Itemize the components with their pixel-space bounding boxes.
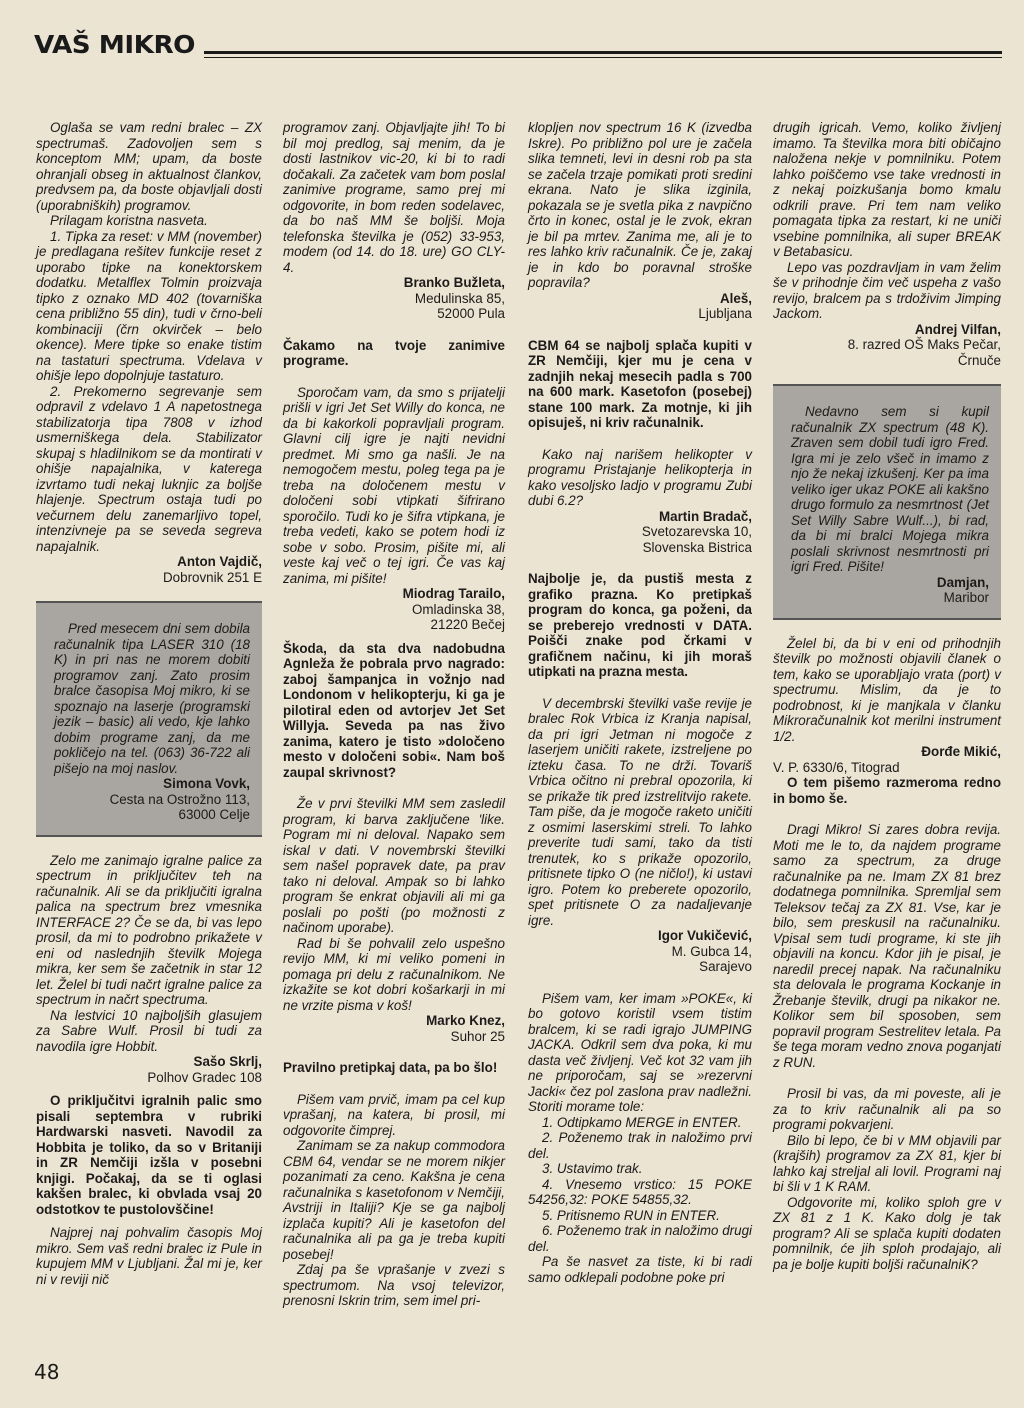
letter-signature: Branko Bužleta,	[403, 275, 505, 290]
step-item: Pa še nasvet za tiste, ki bi radi samo odklepali podobne poke pri	[528, 1254, 752, 1285]
editor-answer: O tem pišemo razmeroma redno in bomo še.	[773, 775, 1001, 806]
letter-paragraph: 2. Prekomerno segrevanje sem odpravil z vdelavo 1 A napetostnega stabilizatorja tipa 7808 v izhod usmerniškega dela. Stabilizator skupaj s hladilnikom se da montirati v ohišje napajalnika, v katerega izvrtamo tudi nekaj luknjic za boljše hlajenje. Spectrum ostaja tudi po večurnem delu zanemarljivo topel, intenzivneje pa se seveda segreva napajalnik.	[36, 383, 262, 554]
letter-paragraph: programov zanj. Objavljajte jih! To bi bil moj predlog, saj menim, da je dosti lastnikov vic-20, ki bi to radi dočakali. Za začetek vam bom poslal zanimive programe, samo prej mi odgovorite, in bom reden sodelavec, da bo naš MM še boljši. Moja telefonska številka je (052) 33-953, modem (od 14. do 18. ure) GO CLY-4.	[283, 120, 505, 275]
letter-paragraph: Že v prvi številki MM sem zasledil program, ki barva zaključene 'like. Pogram mi ni deloval. Napako sem iskal v dati. V novembrski številki sem našel popravek date, pa prav tako ni deloval. Ampak so bi lahko program še enkrat objavili ali mi ga poslali po pošti (po možnosti z načinom uporabe).	[283, 796, 505, 935]
letter-address: 21220 Bečej	[430, 617, 505, 632]
box-address: Cesta na Ostrožno 113,	[109, 791, 250, 807]
page-header	[34, 30, 1002, 64]
letter-signature: Andrej Vilfan,	[914, 321, 1001, 337]
letter-paragraph: Sporočam vam, da smo s prijatelji prišli v igri Jet Set Willy do konca, ne da bi kakorkoli popravljali program. Glavni cilj igre je najti nevidni predmet. Mi smo ga našli. Je na nemogočem mestu, poleg tega pa je treba na določenem mestu v določeni sobi vtipkati šifrirano sporočilo. Tudi ko je šifra vtipkana, je treba vedeti, kako se potem hodi iz sobe v sobo. Prosim, pišite mi, ali veste kaj več o tej igri. Če vas kaj zanima, mi pišite!	[283, 384, 505, 586]
letter-paragraph: Na lestvici 10 najboljših glasujem za Sabre Wulf. Prosil bi tudi za navodila igre Hobbit.	[36, 1007, 262, 1054]
letter-signature: Anton Vajdič,	[177, 554, 262, 569]
letter-address: Dobrovnik 251 E	[163, 569, 262, 585]
letter-signature: Marko Knez,	[426, 1013, 505, 1028]
box-address: Maribor	[943, 590, 989, 605]
letter-signature: Martin Bradač,	[658, 508, 752, 524]
highlight-box	[36, 601, 262, 837]
step-item: 3. Ustavimo trak.	[542, 1161, 643, 1176]
letter-paragraph: Želel bi, da bi v eni od prihodnjih številk po možnosti objavili članek o tem, kako se uporabljajo vrata (port) v spectrumu. Mislim, da je to podrobnost, ki je manjkala v članku Mikroračunalnik kot merilni instrument 1/2.	[773, 635, 1001, 744]
box-text: Nedavno sem si kupil računalnik ZX spectrum (48 K). Zraven sem dobil tudi igro Fred. Igra mi je zelo všeč in imamo z njo že nekaj izkušenj. Ker pa ima veliko iger ukaz POKE ali kakšno drugo formulo za nesmrtnost (Jet Set Willy Sabre Wulf...), bi rad, da bi mi bralci Mojega mikra poslali skrivnost nesmrtnosti pri igri Fred. Pišite!	[791, 404, 989, 574]
letter-address: 52000 Pula	[437, 306, 505, 321]
column-3	[528, 120, 752, 1285]
highlight-box	[773, 384, 1001, 620]
letter-address: Medulinska 85,	[414, 290, 505, 306]
letter-paragraph: drugih igricah. Vemo, koliko življenj imamo. Ta številka mora biti običajno naložena nekje v pomnilniku. Potem lahko poiščemo vse take vrednosti in z nekaj poizkušanja bomo kmalu odkrili prave. Pri tem nam veliko pomagata tipka za restart, ki ne uniči vsebine pomnilnika, ali super BREAK v Betabasicu.	[773, 120, 1001, 259]
editor-answer: Pravilno pretipkaj data, pa bo šlo!	[283, 1060, 498, 1075]
letter-paragraph: klopljen nov spectrum 16 K (izvedba Iskre). Po približno pol ure je začela slika temneti, levi in desni rob pa sta se začela trzaje pomikati proti sredini ekrana. Nato je slika izginila, pokazala se je svetla pika z navpično črto in konec, ostal je le zvok, ekran je bil pa mrtev. Zanima me, ali je to res lahko kriv računalnik. Če je, zakaj je in kdo bo poravnal stroške popravila?	[528, 120, 752, 290]
letter-paragraph: Prosil bi vas, da mi poveste, ali je za to kriv računalnik ali pa so programi pokvarjeni.	[773, 1086, 1001, 1132]
letter-address: Sarajevo	[699, 959, 752, 974]
letter-paragraph: Zelo me zanimajo igralne palice za spectrum in priključitev teh na računalnik. Ali se da priključiti igralna palica na spectrum brez vmesnika INTERFACE 2? Če se da, bi vas lepo prosil, da mi to podrobno prikažete v eni od naslednjih številk Mojega mikra, ker sem še začetnik in star 12 let. Želel bi tudi načrt igralne palice za spectrum in načrt spectruma.	[36, 852, 262, 1007]
editor-answer: Čakamo na tvoje zanimive programe.	[283, 337, 505, 368]
letter-paragraph: Kako naj narišem helikopter v programu Pristajanje helikopterja in kako vesoljsko ladjo v programu Zubi dubi 6.2?	[528, 446, 752, 508]
letter-paragraph: Rad bi še pohvalil zelo uspešno revijo MM, ki mi veliko pomeni in pomaga pri delu z računalnikom. Ne izkažite se kot dobri košarkarji in mi ne vrzite pisma v koš!	[283, 935, 505, 1013]
header-rule-thin	[204, 57, 1002, 58]
page-number: 48	[34, 1360, 60, 1384]
letter-address: V. P. 6330/6, Titograd	[773, 759, 900, 775]
letter-paragraph: V decembrski številki vaše revije je bralec Rok Vrbica iz Kranja napisal, da pri igri Jetman ni mogoče z laserjem uničiti rakete, izstreljene po izteku časa. To ne drži. Tovariš Vrbica očitno ni prebral opozorila, ki se prikaže tik pred izstrelitvijo rakete. Tam piše, da je mogoče raketo uničiti z osmimi laserskimi streli. To lahko preverite tudi sami, tako da tisti trenutek, ko s prikaže opozorilo, pritisnete tipko O (ne ničlo!), ki ustavi igro. Potem ko preberete opozorilo, spet pritisnete O za nadaljevanje igre.	[528, 695, 752, 928]
letter-paragraph: Oglaša se vam redni bralec – ZX spectrumaš. Zadovoljen sem s konceptom MM; upam, da boste ohranjali obseg in aktualnost člankov, predvsem pa, da boste objavljali dosti (uporabniških) programov.	[36, 120, 262, 213]
letter-paragraph: Prilagam koristna nasveta.	[50, 213, 208, 228]
editor-answer: Najbolje je, da pustiš mesta z grafiko prazna. Ko pretipkaš program do konca, ga poženi, da se preberejo vrednosti v DATA. Poišči znake pod črkami v grafičnem načinu, ki jih moraš utipkati na prazna mesta.	[528, 571, 752, 679]
letter-paragraph: Odgovorite mi, koliko sploh gre v ZX 81 z 1 K. Kako dolg je tak program? Ali se splača kupiti dodaten pomnilnik, će jih sploh prodajajo, ali pa je bolje kupiti boljši računalniK?	[773, 1194, 1001, 1272]
box-address: 63000 Celje	[178, 807, 250, 822]
letter-address: Črnuče	[957, 352, 1001, 368]
letter-paragraph: Zanimam se za nakup commodora CBM 64, vendar se ne morem nikjer pozanimati za ceno. Kakšna je cena računalnika s kasetofonom v Nemčiji, Avstriji in Italiji? Kje se ga najbolj izplača kupiti? Ali je kasetofon del računalnika ali pa ga je treba kupiti posebej!	[283, 1138, 505, 1262]
letter-address: Slovenska Bistrica	[642, 539, 752, 555]
editor-answer: O priključitvi igralnih palic smo pisali septembra v rubriki Hardwarski nasveti. Navodil za Hobbita je toliko, da so v Britaniji in ZR Nemčiji izšla v posebni knjigi. Počakaj, da se ti oglasi kakšen bralec, ki obvlada vsaj 20 odstotkov te pustolovščine!	[36, 1093, 262, 1217]
letter-signature: Igor Vukičević,	[657, 928, 752, 943]
letter-paragraph: Pišem vam prvič, imam pa cel kup vprašanj, na katera, bi prosil, mi odgovorite čimprej.	[283, 1091, 505, 1138]
box-text: Pred mesecem dni sem dobila računalnik tipa LASER 310 (18 K) in pri nas ne morem dobiti programov zanj. Zato prosim bralce časopisa Moj mikro, ki se spoznajo na laserje (programski jezik – basic) ali vedo, kje lahko dobim programe zanj, da me pokličejo na tel. (063) 36-722 ali pišejo na moj naslov.	[54, 621, 250, 776]
letter-address: Suhor 25	[450, 1028, 505, 1044]
box-signature: Damjan,	[936, 574, 989, 590]
step-item: 4. Vnesemo vrstico: 15 POKE 54256,32: POKE 54855,32.	[528, 1176, 752, 1207]
letter-address: M. Gubca 14,	[671, 943, 752, 959]
letter-address: Ljubljana	[698, 306, 752, 321]
letter-paragraph: Bilo bi lepo, če bi v MM objavili par (krajših) programov za ZX 81, kjer bi lahko kaj streljal ali lovil. Programi naj bi šli v 1 K RAM.	[773, 1132, 1001, 1194]
letter-signature: Đorđe Mikić,	[921, 744, 1001, 759]
step-item: 6. Poženemo trak in naložimo drugi del.	[528, 1223, 752, 1254]
step-item: 5. Pritisnemo RUN in ENTER.	[542, 1207, 720, 1223]
box-signature: Simona Vovk,	[163, 776, 250, 791]
letter-paragraph: Lepo vas pozdravljam in vam želim še v prihodnje čim več uspeha z vašo revijo, bralcem pa s trdoživim Jimping Jackom.	[773, 259, 1001, 321]
letter-address: 8. razred OŠ Maks Pečar,	[847, 337, 1001, 352]
letter-paragraph: Pišem vam, ker imam »POKE«, ki bo gotovo koristil vsem tistim bralcem, ki se radi igrajo JUMPING JACKA. Odkril sem dva poka, ki mu dasta več življenj. Več kot 32 vam jih ne priporočam, saj se »rezervni Jacki« čez pol zaslona prav nadležni. Storiti morame tole:	[528, 990, 752, 1114]
letter-paragraph: Najprej naj pohvalim časopis Moj mikro. Sem vaš redni bralec iz Pule in kupujem MM v Ljubljani. Žal mi je, ker ni v reviji nič	[36, 1225, 262, 1287]
letter-signature: Aleš,	[719, 290, 752, 306]
letter-signature: Miodrag Tarailo,	[402, 586, 505, 601]
letter-paragraph: 1. Tipka za reset: v MM (november) je predlagana rešitev funkcije reset z uporabo tipke na konektorskem dodatku. Metalflex Tolmin proizvaja tipko z oznako MD 402 (tovarniška cena približno 55 din), tudi v črno-beli kombinaciji (črn okvirček – belo okence). Mere tipke so enake tistim na tastaturi spectruma. Vdelava v ohišje lepo dopolnjuje tastaturo.	[36, 228, 262, 383]
letter-address: Omladinska 38,	[411, 601, 505, 617]
step-item: 1. Odtipkamo MERGE in ENTER.	[542, 1114, 742, 1130]
section-title: VAŠ MIKRO	[34, 30, 195, 59]
letter-address: Polhov Gradec 108	[147, 1069, 262, 1085]
letter-paragraph: Dragi Mikro! Si zares dobra revija. Moti me le to, da najdem programe samo za spectrum, za druge računalnike pa ne. Imam ZX 81 brez dodatnega pomnilnika. Spremljal sem Teleksov tečaj za ZX 81. Vse, kar je bilo, sem preskusil na računalniku. Vpisal sem tudi programe, ki ste jih objavili na koncu. Kdor jih je pisal, je naredil precej napak. Na računalniku sta delovala le programa Kockanje in Žrebanje številk, drugi pa nikakor ne. Kolikor sem bil sposoben, sem popravil program Sestrelitev letala. Pa še tega moram vedno znova poganjati z RUN.	[773, 822, 1001, 1070]
letter-signature: Sašo Skrlj,	[193, 1054, 262, 1069]
editor-answer: CBM 64 se najbolj splača kupiti v ZR Nemčiji, kjer mu je cena v zadnjih nekaj mesecih padla s 700 na 600 mark. Kasetofon (posebej) stane 100 mark. Za motnje, ki jih opisuješ, ni kriv računalnik.	[528, 337, 752, 430]
header-rule	[204, 51, 1002, 54]
column-2	[283, 120, 505, 1309]
letter-paragraph: Zdaj pa še vprašanje v zvezi s spectrumom. Na vsoj televizor, prenosni Iskrin trim, sem imel pri-	[283, 1262, 505, 1308]
column-1	[36, 120, 262, 1287]
letter-address: Svetozarevska 10,	[641, 524, 752, 539]
column-4	[773, 120, 1001, 1272]
step-item: 2. Poženemo trak in naložimo prvi del.	[528, 1130, 752, 1161]
editor-answer: Škoda, da sta dva nadobudna Agnleža že pobrala prvo nagrado: zaboj šampanjca in vožnjo nad Londonom v helikopterju, ki ga je pilotiral eden od avtorjev Jet Set Willyja. Seveda pa nas živo zanima, katero je tisto »določeno mesto v določeni sobi«. Nam boš zaupal skrivnost?	[283, 640, 505, 780]
